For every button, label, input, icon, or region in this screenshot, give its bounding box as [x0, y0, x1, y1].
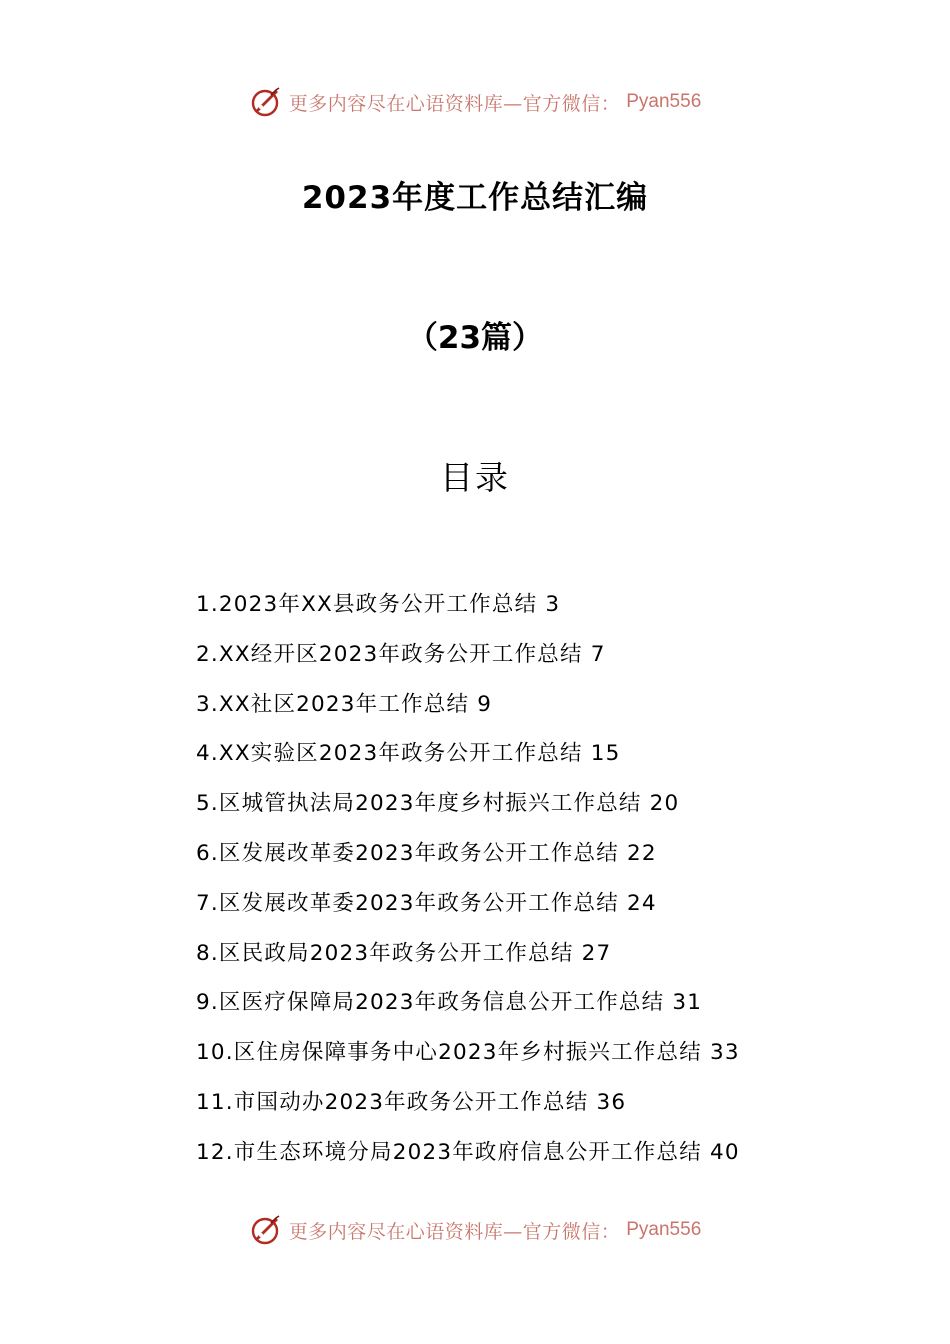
toc-item: 9.区医疗保障局2023年政务信息公开工作总结 31: [196, 990, 703, 1016]
footer-watermark: [0, 1210, 950, 1250]
watermark-contact: Pyan556: [626, 1219, 702, 1240]
pen-nib-logo-icon: [249, 1213, 283, 1247]
watermark-contact: Pyan556: [626, 91, 702, 112]
toc-heading: 目录: [440, 458, 510, 497]
toc-item: 5.区城管执法局2023年度乡村振兴工作总结 20: [196, 791, 680, 817]
toc-item: 4.XX实验区2023年政务公开工作总结 15: [196, 741, 621, 767]
pen-nib-logo-icon: [249, 85, 283, 119]
toc-item: 10.区住房保障事务中心2023年乡村振兴工作总结 33: [196, 1040, 740, 1066]
toc-item: 3.XX社区2023年工作总结 9: [196, 691, 493, 717]
watermark-text: 更多内容尽在心语资料库—官方微信：: [288, 1220, 621, 1243]
watermark-content: [249, 1213, 702, 1247]
document-title: 2023年度工作总结汇编: [301, 180, 649, 216]
watermark-text: 更多内容尽在心语资料库—官方微信：: [288, 92, 621, 115]
toc-item: 12.市生态环境分局2023年政府信息公开工作总结 40: [196, 1139, 740, 1165]
toc-item: 1.2023年XX县政务公开工作总结 3: [196, 592, 561, 617]
document-subtitle: （23篇）: [406, 320, 544, 356]
toc-item: 8.区民政局2023年政务公开工作总结 27: [196, 940, 612, 966]
toc-item: 7.区发展改革委2023年政务公开工作总结 24: [196, 890, 657, 916]
header-watermark: [0, 82, 950, 122]
watermark-content: [249, 85, 702, 119]
toc-list: [196, 585, 916, 1183]
toc-item: 6.区发展改革委2023年政务公开工作总结 22: [196, 840, 657, 866]
toc-item: 2.XX经开区2023年政务公开工作总结 7: [196, 641, 606, 667]
toc-item: 11.市国动办2023年政务公开工作总结 36: [196, 1089, 627, 1115]
